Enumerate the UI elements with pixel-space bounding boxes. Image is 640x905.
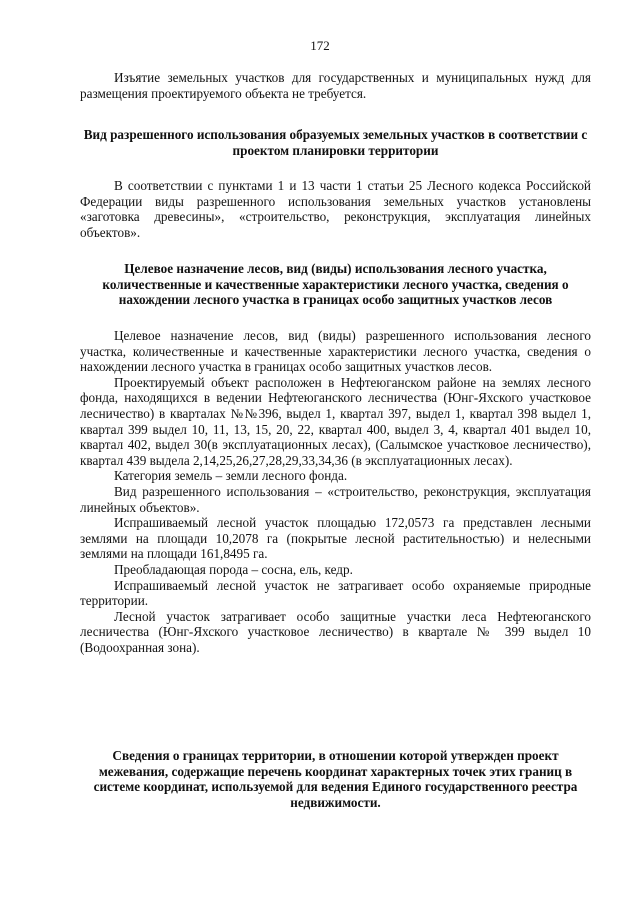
section-2-paragraph: Целевое назначение лесов, вид (виды) разрешенного использования лесного участка, количественные и качественные характеристики лесного участка, сведения о нахождении лесного участка в границах особо защитных участков лесов. <box>80 328 591 375</box>
section-1-heading: Вид разрешенного использования образуемых земельных участков в соответствии с проектом планировки территории <box>83 127 588 158</box>
section-2-paragraph: Испрашиваемый лесной участок площадью 172,0573 га представлен лесными землями на площади 10,2078 га (покрытые лесной растительностью) и нелесными землями на площади 161,8495 га. <box>80 515 591 562</box>
section-1-body <box>80 178 591 240</box>
section-2-paragraph: Вид разрешенного использования – «строительство, реконструкция, эксплуатация линейных объектов». <box>80 483 591 515</box>
section-1 <box>80 127 591 158</box>
section-1-paragraph: В соответствии с пунктами 1 и 13 части 1 статьи 25 Лесного кодекса Российской Федерации виды разрешенного использования земельных участков установлены «заготовка древесины», «строительство, реконструкция, эксплуатация линейных объектов». <box>80 178 591 240</box>
intro-block <box>80 70 591 101</box>
section-2-paragraph: Испрашиваемый лесной участок не затрагивает особо охраняемые природные территории. <box>80 577 591 609</box>
section-2-paragraph: Категория земель – земли лесного фонда. <box>114 468 348 484</box>
section-2-body <box>80 328 591 655</box>
section-2-heading: Целевое назначение лесов, вид (виды) использования лесного участка, количественные и качественные характеристики лесного участка, сведения о нахождении лесного участка в границах особо защитных участков лесов <box>102 261 569 308</box>
section-3-heading: Сведения о границах территории, в отношении которой утвержден проект межевания, содержащие перечень координат характерных точек этих границ в системе координат, используемой для ведения Единого государственного реестра недвижимости. <box>93 748 578 810</box>
intro-paragraph: Изъятие земельных участков для государственных и муниципальных нужд для размещения проектируемого объекта не требуется. <box>80 70 591 101</box>
section-2-paragraph: Проектируемый объект расположен в Нефтеюганском районе на землях лесного фонда, находящихся в ведении Нефтеюганского лесничества (Юнг-Яхского участковое лесничество) в кварталах №№396, выдел 1, квартал 397, выдел 1, квартал 398 выдел 1, квартал 399 выдел 10, 11, 13, 15, 20, 22, квартал 400, выдел 3, 4, квартал 401 выдел 10, квартал 402, выдел 30(в эксплуатационных лесах), (Салымское участковое лесничество), квартал 439 выдела 2,14,25,26,27,28,29,33,34,36 (в эксплуатационных лесах). <box>80 374 591 468</box>
section-2-paragraph: Преобладающая порода – сосна, ель, кедр. <box>114 561 353 577</box>
section-2-paragraph: Лесной участок затрагивает особо защитные участки леса Нефтеюганского лесничества (Юнг-Яхского участковое лесничество) в квартале № 399 выдел 10 (Водоохранная зона). <box>80 608 591 655</box>
section-3 <box>80 748 591 810</box>
page-number: 172 <box>310 38 330 53</box>
section-2 <box>80 261 591 308</box>
